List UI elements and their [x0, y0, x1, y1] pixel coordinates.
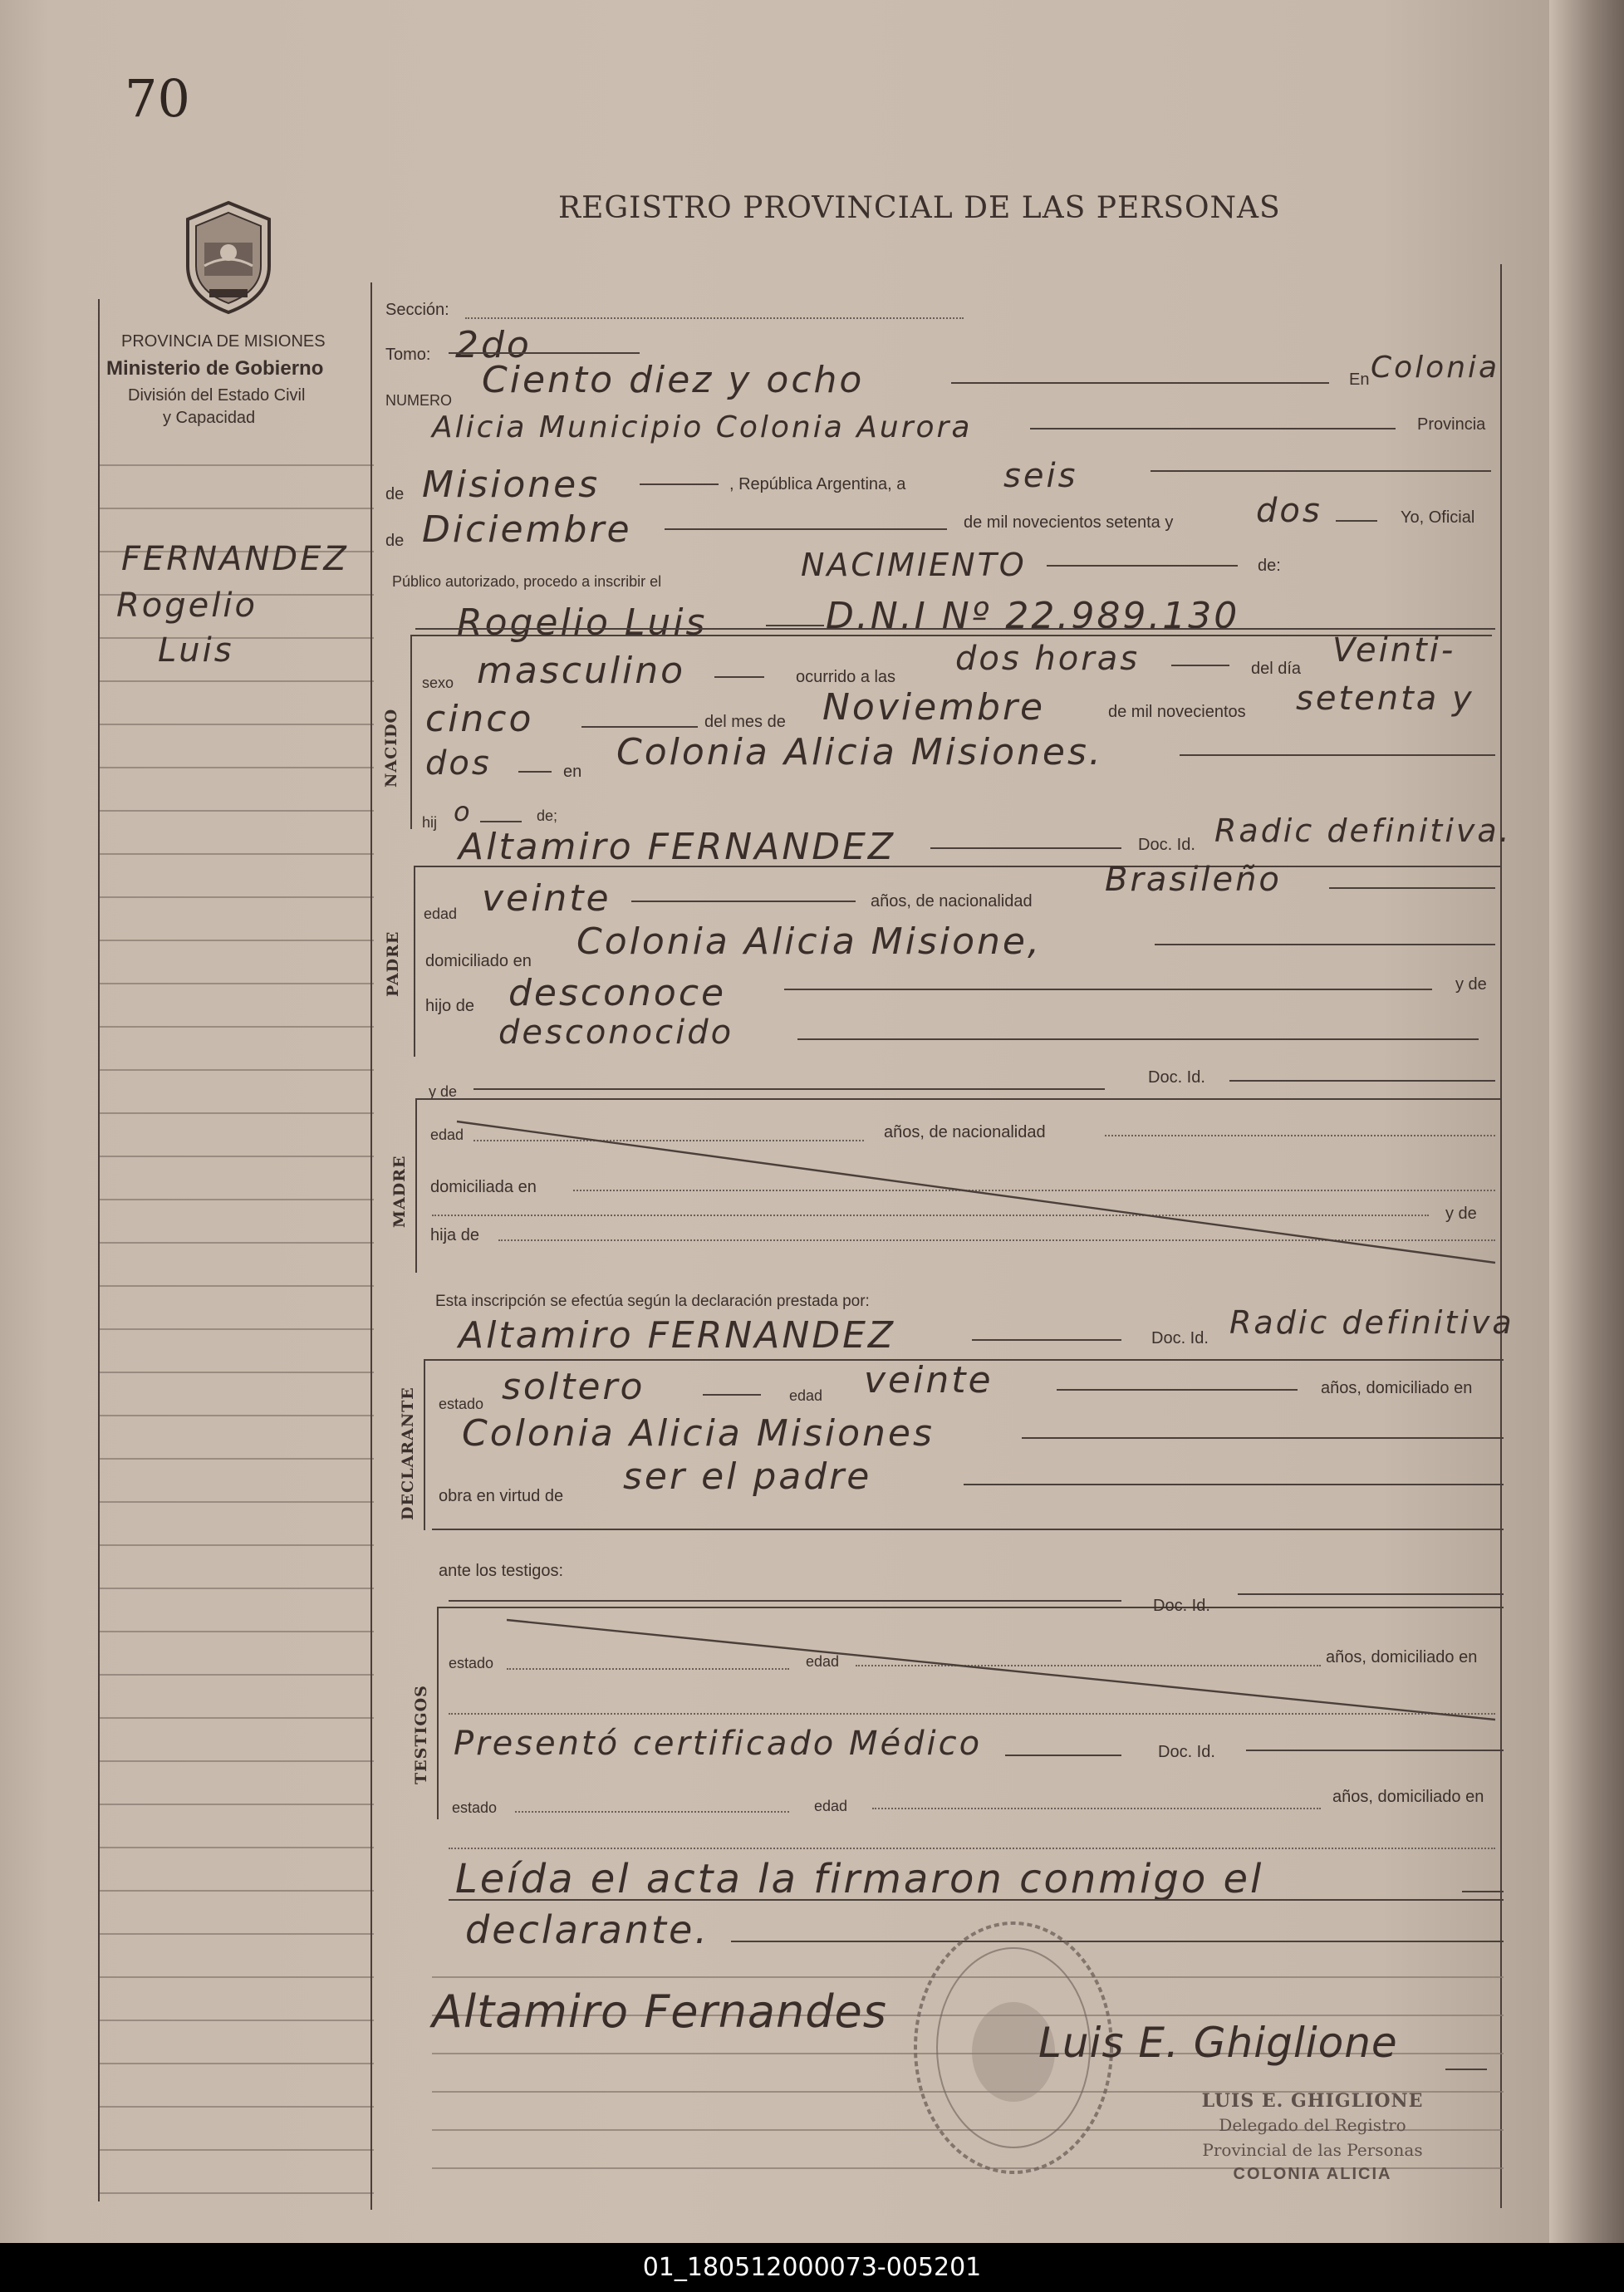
- padre-hijo-line: [784, 989, 1432, 990]
- del-dia-label: del día: [1251, 660, 1302, 678]
- page-number: 70: [125, 68, 190, 129]
- tomo-value: 2do: [455, 324, 532, 366]
- cierre-rule-1: [449, 1899, 1504, 1901]
- yo-oficial-label: Yo, Oficial: [1401, 508, 1475, 527]
- stamp-role-2: Provincial de las Personas: [1202, 2140, 1423, 2160]
- page-title: REGISTRO PROVINCIAL DE LAS PERSONAS: [558, 191, 1281, 225]
- esta-inscripcion-label: Esta inscripción se efectúa según la declaración prestada por:: [435, 1293, 870, 1310]
- decl-obra-value: ser el padre: [623, 1455, 872, 1498]
- provincia-line: [640, 483, 719, 485]
- cierre-line-2: declarante.: [465, 1907, 709, 1952]
- testigo2-doc-line: [1246, 1750, 1504, 1751]
- nombre-line: [415, 628, 1495, 630]
- decl-edad-label: edad: [789, 1387, 823, 1404]
- decl-doc-label: Doc. Id.: [1151, 1329, 1209, 1347]
- madre-hija-label: hija de: [430, 1226, 479, 1244]
- footer-file-id: 01_180512000073-005201: [0, 2243, 1624, 2292]
- mes-line: [665, 528, 947, 530]
- decl-estado-line: [703, 1394, 761, 1396]
- hij-line: [480, 821, 522, 822]
- decl-nombre-line: [972, 1339, 1121, 1341]
- ministry-label: Ministerio de Gobierno: [106, 357, 324, 380]
- padre-domicilio-value: Colonia Alicia Misione,: [576, 920, 1042, 963]
- nacido-bracket: [410, 635, 412, 829]
- padre-bracket: [414, 866, 415, 1057]
- nombre-dash: [766, 625, 824, 626]
- coat-of-arms-icon: [176, 199, 281, 316]
- localidad-value: Alicia Municipio Colonia Aurora: [432, 410, 973, 444]
- testigo2-nombre-line: [1005, 1755, 1121, 1756]
- decl-extra-line: [432, 1529, 1504, 1530]
- declarant-signature: Altamiro Fernandes: [432, 1985, 887, 2038]
- decl-obra-label: obra en virtud de: [439, 1487, 564, 1505]
- padre-hijo-label: hijo de: [425, 997, 474, 1015]
- decl-domicilio-value: Colonia Alicia Misiones: [462, 1412, 935, 1455]
- dia-nac-value-2: cinco: [425, 698, 534, 740]
- padre-hijo-line-2: [797, 1038, 1479, 1040]
- anio-nac-value-2: dos: [425, 744, 492, 783]
- margin-left-rule: [98, 299, 100, 2201]
- madre-y-de-2-label: y de: [1445, 1205, 1477, 1223]
- testigo1-edad-label: edad: [806, 1653, 840, 1670]
- lugar-nac-line: [1180, 754, 1495, 756]
- cierre-line-1: Leída el acta la firmaron conmigo el: [455, 1856, 1264, 1902]
- testigos-top-line: [437, 1607, 1504, 1608]
- numero-value: Ciento diez y ocho: [482, 359, 865, 401]
- de-semicolon-label: de;: [537, 807, 558, 824]
- madre-nac-label: años, de nacionalidad: [884, 1123, 1046, 1141]
- anio-nac-value: setenta y: [1296, 680, 1474, 718]
- margin-ruling: [100, 432, 374, 2210]
- margin-right-rule: [370, 282, 372, 2210]
- testigos-bracket: [437, 1607, 439, 1819]
- testigo1-doc-label: Doc. Id.: [1153, 1597, 1210, 1615]
- madre-doc-line: [1229, 1080, 1495, 1082]
- de-mil-nov-label: de mil novecientos: [1108, 703, 1246, 721]
- provincia-label: Provincia: [1417, 415, 1486, 434]
- testigo2-estado-line: [515, 1811, 789, 1813]
- margin-first-name: Rogelio: [116, 586, 258, 625]
- en-label: En: [1349, 371, 1370, 389]
- madre-edad-label: edad: [430, 1126, 464, 1143]
- margin-second-name: Luis: [158, 631, 234, 670]
- seccion-line: [465, 317, 964, 319]
- tomo-label: Tomo:: [385, 346, 431, 364]
- stamp-role-1: Delegado del Registro: [1219, 2115, 1406, 2135]
- del-mes-label: del mes de: [704, 713, 786, 731]
- declarante-bracket: [424, 1359, 425, 1530]
- en-label-2: en: [563, 763, 582, 781]
- testigo1-nombre-line: [449, 1600, 1121, 1602]
- decl-edad-line: [1057, 1389, 1298, 1391]
- testigo2-doc-label: Doc. Id.: [1158, 1743, 1215, 1761]
- testigo1-estado-label: estado: [449, 1655, 494, 1671]
- anio-nac-line: [518, 771, 552, 773]
- madre-domicilio-label: domiciliada en: [430, 1178, 537, 1196]
- lugar-nac-value: Colonia Alicia Misiones.: [616, 731, 1103, 773]
- decl-domicilio-label: años, domiciliado en: [1321, 1379, 1473, 1397]
- section-padre: PADRE: [384, 930, 402, 997]
- testigo2-edad-line: [872, 1808, 1321, 1809]
- madre-doc-label: Doc. Id.: [1148, 1068, 1205, 1087]
- padre-domicilio-line: [1155, 944, 1495, 945]
- testigo1-doc-line: [1238, 1593, 1504, 1595]
- section-nacido: NACIDO: [382, 708, 400, 788]
- publico-label: Público autorizado, procedo a inscribir el: [392, 573, 662, 590]
- stamp-name: LUIS E. GHIGLIONE: [1201, 2090, 1424, 2112]
- stamp-place: COLONIA ALICIA: [1233, 2165, 1392, 2183]
- decl-estado-value: soltero: [502, 1366, 645, 1408]
- madre-top-line: [415, 1098, 1500, 1100]
- testigo2-edad-label: edad: [814, 1798, 848, 1814]
- padre-doc-label: Doc. Id.: [1138, 836, 1195, 854]
- mes-value: Diciembre: [422, 508, 632, 551]
- de-label: de: [385, 485, 405, 503]
- acto-line: [1047, 565, 1238, 567]
- padre-hijo-value: desconoce: [508, 972, 727, 1014]
- testigo-nota-value: Presentó certificado Médico: [454, 1725, 983, 1763]
- padre-edad-value: veinte: [482, 877, 611, 920]
- cierre-dash: [1462, 1891, 1504, 1892]
- dia-value: seis: [1003, 457, 1078, 495]
- anio-line: [1336, 520, 1377, 522]
- padre-edad-label: edad: [424, 906, 458, 922]
- hij-label: hij: [422, 814, 438, 831]
- horas-line: [1171, 665, 1229, 666]
- section-declarante: DECLARANTE: [399, 1386, 417, 1520]
- division-label-2: y Capacidad: [163, 409, 256, 427]
- padre-nac-value: Brasileño: [1105, 861, 1282, 899]
- official-signature: Luis E. Ghiglione: [1038, 2019, 1398, 2067]
- numero-label: NUMERO: [385, 392, 452, 409]
- testigo1-domicilio-label: años, domiciliado en: [1326, 1648, 1478, 1666]
- decl-nombre-value: Altamiro FERNANDEZ: [459, 1314, 896, 1357]
- horas-value: dos horas: [955, 640, 1141, 678]
- de-mil-label: de mil novecientos setenta y: [964, 513, 1174, 532]
- hijo-value: o: [454, 796, 473, 827]
- dia-nac-line: [581, 726, 698, 728]
- margin-surname: FERNANDEZ: [121, 540, 349, 578]
- padre-nombre-line: [930, 847, 1121, 849]
- section-testigos: TESTIGOS: [412, 1685, 430, 1784]
- de-label-2: de: [385, 532, 405, 550]
- testigo1-cancel-stroke: [498, 1612, 1504, 1736]
- ante-testigos-label: ante los testigos:: [439, 1562, 564, 1580]
- signature-dash: [1445, 2069, 1487, 2070]
- madre-cancel-stroke: [449, 1113, 1504, 1271]
- mes-nac-value: Noviembre: [822, 686, 1046, 729]
- republica-label: , República Argentina, a: [729, 475, 906, 493]
- en-colonia-value: Colonia: [1371, 351, 1500, 385]
- sexo-line: [714, 676, 764, 678]
- acto-value: NACIMIENTO: [801, 547, 1027, 583]
- sexo-value: masculino: [477, 650, 686, 692]
- provincia-value: Misiones: [422, 464, 601, 506]
- province-label: PROVINCIA DE MISIONES: [121, 332, 326, 351]
- madre-y-de-label: y de: [429, 1083, 458, 1100]
- madre-bracket: [415, 1098, 417, 1273]
- nombre-value: Rogelio Luis: [457, 601, 708, 644]
- dni-value: D.N.I Nº 22.989.130: [826, 595, 1240, 637]
- decl-doc-value: Radic definitiva: [1229, 1304, 1514, 1341]
- decl-domicilio-line: [1022, 1437, 1504, 1439]
- tomo-line: [449, 352, 640, 354]
- anio-value: dos: [1256, 492, 1322, 530]
- padre-edad-line: [631, 901, 856, 902]
- padre-hijo-value-2: desconocido: [498, 1013, 734, 1052]
- padre-y-de-label: y de: [1455, 975, 1487, 994]
- ocurrido-label: ocurrido a las: [796, 668, 896, 686]
- de-colon-label: de:: [1258, 557, 1281, 575]
- padre-doc-value: Radic definitiva.: [1214, 812, 1512, 849]
- padre-nac-label: años, de nacionalidad: [871, 892, 1033, 910]
- padre-domicilio-label: domiciliado en: [425, 952, 532, 970]
- dia-line: [1151, 470, 1491, 472]
- division-label: División del Estado Civil: [128, 386, 306, 405]
- sexo-label: sexo: [422, 675, 454, 691]
- decl-estado-label: estado: [439, 1396, 484, 1412]
- localidad-line: [1030, 428, 1396, 429]
- official-stamp: [1188, 2090, 1437, 2184]
- decl-obra-line: [964, 1484, 1504, 1485]
- testigo2-estado-label: estado: [452, 1799, 498, 1816]
- testigo2-domicilio-label: años, domiciliado en: [1332, 1788, 1484, 1806]
- padre-nombre-value: Altamiro FERNANDEZ: [459, 826, 896, 868]
- numero-line: [951, 382, 1329, 384]
- testigo2-extra-line: [449, 1848, 1495, 1849]
- section-madre: MADRE: [390, 1155, 409, 1228]
- madre-nombre-line: [473, 1088, 1105, 1090]
- dia-nac-value: Veinti-: [1332, 631, 1456, 670]
- padre-nac-line: [1329, 887, 1495, 889]
- decl-edad-value: veinte: [864, 1359, 994, 1401]
- seccion-label: Sección:: [385, 301, 449, 319]
- book-edge: [1549, 0, 1624, 2243]
